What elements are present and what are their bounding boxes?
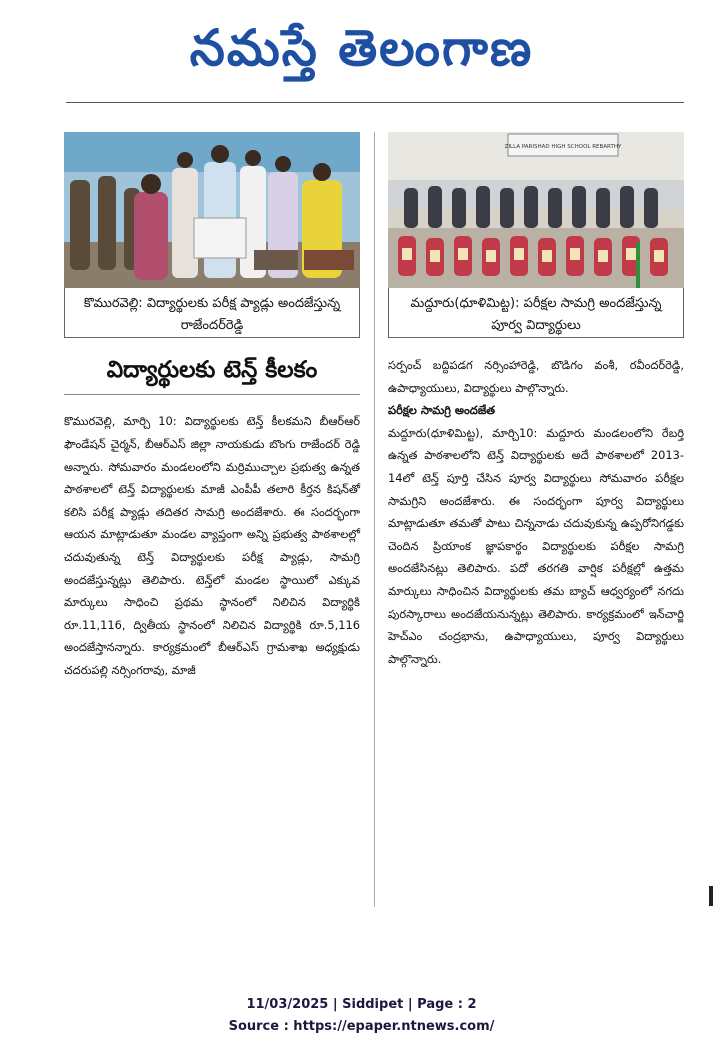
left-article-headline: విద్యార్థులకు టెన్త్ కీలకం <box>64 350 360 395</box>
left-article <box>64 132 360 693</box>
right-article <box>388 132 684 670</box>
right-article-body: మద్దూరు(ధూళిమిట్ట), మార్చి10: మద్దూరు మండలంలోని రేబర్తి ఉన్నత పాఠశాలలోని టెన్త్ విద్యార్థులకు అదే పాఠశాలలో 2013-14లో టెన్త్ పూర్తి చేసిన పూర్వ విద్యార్థులు సోమవారం పరీక్షల సామగ్రిని అందజేశారు. ఈ సందర్భంగా పూర్వ విద్యార్థులు మాట్లాడుతూ తమతో పాటు చిన్ననాడు చదువుకున్న ఉప్పరోనిగడ్డకు చెందిన ప్రియాంక జ్ఞాపకార్థం విద్యార్థులకు పరీక్షల సామగ్రి అందజేసినట్లు తెలిపారు. పదో తరగతి వార్షిక పరీక్షల్లో ఉత్తమ మార్కులు సాధించిన విద్యార్థులకు తమ బ్యాచ్ ఆధ్వర్యంలో నగదు పురస్కారాలు అందజేయనున్నట్లు తెలిపారు. కార్యక్రమంలో ఇన్‌చార్జి హెచ్‌ఎం చంద్రభాను, ఉపాధ్యాయులు, పూర్వ విద్యార్థులు పాల్గొన్నారు. <box>388 425 684 666</box>
page-footer <box>0 994 723 1038</box>
masthead <box>0 0 723 96</box>
margin-mark <box>709 886 713 906</box>
newspaper-title: నమస్తే తెలంగాణ <box>189 19 534 77</box>
photo-students-receiving-pads <box>64 132 360 288</box>
school-sign-text: ZILLA PARISHAD HIGH SCHOOL REBARTHY <box>504 144 622 150</box>
right-article-photo <box>388 132 684 288</box>
right-article-subheading: పరీక్షల సామగ్రి అందజేత <box>388 403 496 418</box>
footer-date-edition: 11/03/2025 | Siddipet | Page : 2 <box>246 997 477 1012</box>
photo-group-alumni-students <box>388 132 684 288</box>
right-photo-caption: మద్దూరు(ధూళిమిట్ట): పరీక్షల సామగ్రి అందజేస్తున్న పూర్వ విద్యార్థులు <box>388 288 684 338</box>
left-article-continuation: సర్పంచ్ బద్దిపడగ నర్సింహారెడ్డి, బొడిగం వంశీ, రవీందర్‌రెడ్డి, ఉపాధ్యాయులు, విద్యార్థులు పాల్గొన్నారు. <box>388 358 684 395</box>
footer-source-link[interactable]: Source : https://epaper.ntnews.com/ <box>228 1019 495 1034</box>
column-divider <box>374 132 375 907</box>
right-article-text <box>388 354 684 670</box>
left-article-body: కొమురవెల్లి, మార్చి 10: విద్యార్థులకు టెన్త్ కీలకమని బీఆర్‌ఆర్ ఫౌండేషన్ చైర్మన్, బీఆర్‌ఎస్ జిల్లా నాయకుడు బొంగు రాజేందర్ రెడ్డి అన్నారు. సోమవారం మండలంలోని మర్రిముచ్చాల ప్రభుత్వ ఉన్నత పాఠశాలలో టెన్త్ విద్యార్థులకు మాజీ ఎంపీపీ తలారి కీర్తన కిషన్‌తో కలిసి పరీక్ష ప్యాడ్లు తదితర సామగ్రి అందజేశారు. ఈ సందర్భంగా ఆయన మాట్లాడుతూ మండల వ్యాప్తంగా అన్ని ప్రభుత్వ పాఠశాలల్లో చదువుతున్న టెన్త్ విద్యార్థులకు పరీక్ష ప్యాడ్లు, సామగ్రి అందజేస్తున్నట్లు తెలిపారు. టెన్త్‌లో మండల స్థాయిలో ఎక్కువ మార్కులు సాధించి ప్రథమ స్థానంలో నిలిచిన విద్యార్థికి రూ.11,116, ద్వితీయ స్థానంలో నిలిచిన విద్యార్థికి రూ.5,116 అందజేస్తానన్నారు. కార్యక్రమంలో బీఆర్‌ఎస్ గ్రామశాఖ అధ్యక్షుడు చదరుపల్లి నర్సింగరావు, మాజీ <box>64 414 360 677</box>
left-article-photo <box>64 132 360 288</box>
left-photo-caption: కొమురవెల్లి: విద్యార్థులకు పరీక్ష ప్యాడ్లు అందజేస్తున్న రాజేందర్‌రెడ్డి <box>64 288 360 338</box>
masthead-rule <box>66 102 684 103</box>
